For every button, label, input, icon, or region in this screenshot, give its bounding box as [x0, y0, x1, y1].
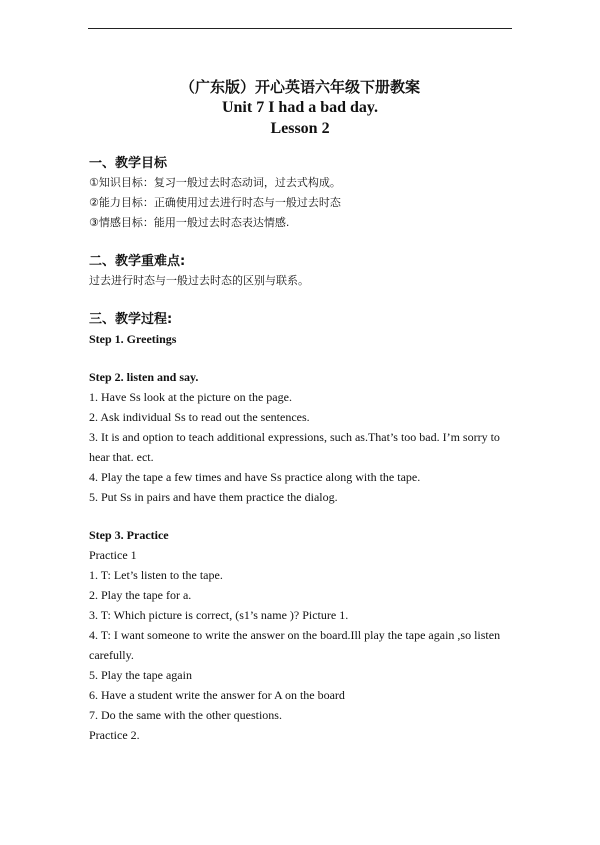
step3-item: 3. T: Which picture is correct, (s1’s name )? Picture 1. [89, 608, 349, 622]
step3-item: 2. Play the tape for a. [89, 588, 192, 602]
step3-title: Step 3. Practice [89, 528, 169, 542]
header-rule [88, 28, 512, 29]
lesson-title: Lesson 2 [270, 120, 330, 137]
objective-emotion: ③情感目标：能用一般过去时态表达情感. [89, 216, 290, 229]
step2-item: 2. Ask individual Ss to read out the sentences. [89, 410, 310, 424]
step2-item: 1. Have Ss look at the picture on the page. [89, 390, 292, 404]
step3-item: 5. Play the tape again [89, 668, 192, 682]
step2-title: Step 2. listen and say. [89, 370, 199, 384]
title-block [0, 77, 600, 139]
document-body [89, 155, 519, 745]
step3-item: 1. T: Let’s listen to the tape. [89, 568, 223, 582]
step3-item: 4. T: I want someone to write the answer on the board.Ill play the tape again ,so listen carefully. [89, 628, 501, 662]
step2-item: 5. Put Ss in pairs and have them practice the dialog. [89, 490, 338, 504]
step3-item: 7. Do the same with the other questions. [89, 708, 282, 722]
section-heading-key-points: 二、教学重难点: [89, 254, 186, 269]
section-heading-process: 三、教学过程: [89, 312, 173, 327]
unit-title: Unit 7 I had a bad day. [221, 99, 379, 116]
document-title: （广东版）开心英语六年级下册教案 [179, 78, 420, 96]
key-points-text: 过去进行时态与一般过去时态的区别与联系。 [89, 274, 309, 287]
section-heading-objectives: 一、教学目标 [89, 156, 168, 171]
objective-knowledge: ①知识目标：复习一般过去时态动词，过去式构成。 [89, 176, 341, 189]
step3-item: 6. Have a student write the answer for A on the board [89, 688, 345, 702]
step1-title: Step 1. Greetings [89, 332, 177, 346]
step2-item: 3. It is and option to teach additional expressions, such as.That’s too bad. I’m sorry to hear that. ect. [89, 430, 500, 464]
objective-ability: ②能力目标：正确使用过去进行时态与一般过去时态 [89, 196, 341, 209]
step2-item: 4. Play the tape a few times and have Ss practice along with the tape. [89, 470, 421, 484]
practice1-label: Practice 1 [89, 548, 137, 562]
practice2-label: Practice 2. [89, 728, 140, 742]
